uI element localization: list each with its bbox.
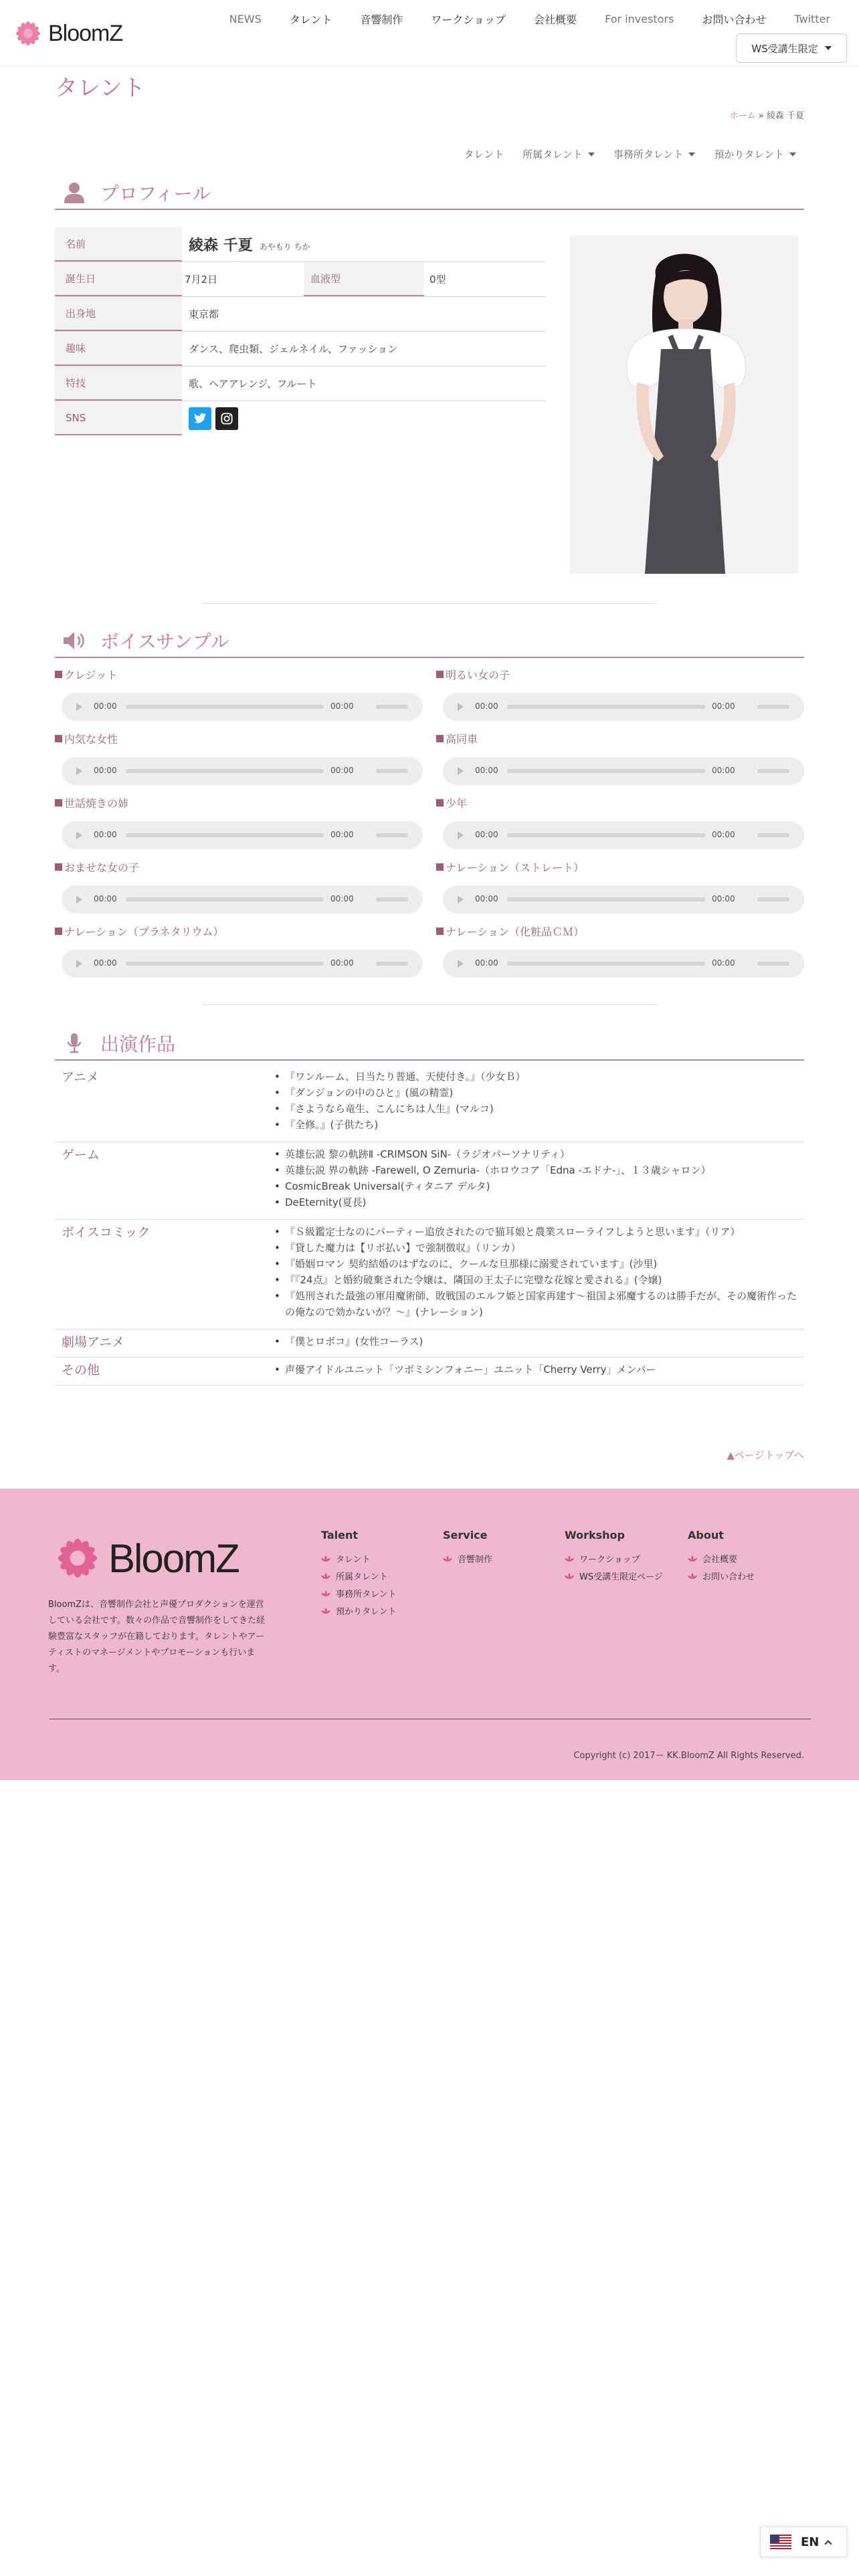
works-list xyxy=(55,1358,804,1382)
nav-talent[interactable]: タレント xyxy=(289,13,332,26)
logo-text: BloomZ xyxy=(48,20,123,46)
duration: 00:00 xyxy=(330,894,354,903)
audio-player[interactable] xyxy=(62,950,423,978)
lotus-logo-icon xyxy=(11,16,45,51)
voice-sample-title: クレジット xyxy=(64,668,118,681)
profile-row-birthplace xyxy=(55,297,546,332)
works-list xyxy=(55,1220,804,1324)
audio-player[interactable] xyxy=(443,885,804,914)
works-item: • 『ワンルーム、日当たり普通、天使付き。』（少女Ｂ） xyxy=(276,1069,804,1085)
works-item: • 『Ｓ級鑑定士なのにパーティー追放されたので猫耳娘と農業スローライフしようと思います』（リア） xyxy=(276,1224,804,1240)
works-section-label: 出演作品 xyxy=(100,1033,176,1055)
footer-description: BloomZは、音響制作会社と声優プロダクションを運営している会社です。数々の作品で音響制作をしてきた経験豊富なスタッフが在籍しております。タレントやアーティストのマネージメントやプロモーションも行います。 xyxy=(48,1600,265,1674)
volume-slider[interactable] xyxy=(376,897,408,901)
nav-twitter[interactable]: Twitter xyxy=(794,12,830,25)
volume-slider[interactable] xyxy=(376,705,408,709)
works-item: • 英雄伝説 黎の軌跡Ⅱ -CRIMSON SiN-（ラジオパーソナリティ） xyxy=(276,1146,804,1162)
square-bullet-icon xyxy=(436,735,444,742)
seek-bar[interactable] xyxy=(507,705,705,709)
works-list xyxy=(55,1142,804,1214)
works-list xyxy=(55,1065,804,1137)
talent-photo xyxy=(570,235,799,574)
play-icon[interactable] xyxy=(76,703,82,711)
volume-slider[interactable] xyxy=(757,705,789,709)
square-bullet-icon xyxy=(55,799,62,807)
copyright: Copyright (c) 2017ー KK.BloomZ All Rights Reserved. xyxy=(573,1751,804,1761)
voice-sample-title: 少年 xyxy=(446,796,468,810)
footer-link-label: タレント xyxy=(336,1554,371,1565)
main-nav xyxy=(215,7,844,31)
footer-link-label: WS受講生限定ページ xyxy=(579,1572,663,1582)
voice-sample xyxy=(436,666,804,730)
footer-link[interactable] xyxy=(688,1567,755,1584)
play-icon[interactable] xyxy=(458,895,464,903)
talent-name-kana: あやもり ちか xyxy=(259,242,310,251)
footer-link[interactable] xyxy=(321,1602,397,1619)
square-bullet-icon xyxy=(55,735,62,742)
duration: 00:00 xyxy=(330,702,354,711)
footer-link-label: お問い合わせ xyxy=(702,1572,755,1582)
play-icon[interactable] xyxy=(458,767,464,775)
instagram-icon[interactable] xyxy=(215,407,238,430)
audio-player[interactable] xyxy=(443,950,804,978)
birthplace-value: 東京都 xyxy=(189,308,219,320)
breadcrumb-current: 綾森 千夏 xyxy=(766,111,804,121)
works-item: • 『ダンジョンの中のひと』(風の精霊) xyxy=(276,1085,804,1101)
lotus-bullet-icon xyxy=(321,1555,330,1562)
works-item: • 『処刑された最強の軍用魔術師、敗戦国のエルフ姫と国家再建す〜祖国よ邪魔するのは勝手だが、その魔術作ったの俺なので効かないが？〜』(ナレーション) xyxy=(276,1288,804,1320)
current-time: 00:00 xyxy=(475,958,498,968)
lotus-bullet-icon xyxy=(688,1573,697,1579)
seek-bar[interactable] xyxy=(507,833,705,837)
play-icon[interactable] xyxy=(76,767,82,775)
works-table xyxy=(55,1065,804,1386)
lotus-bullet-icon xyxy=(321,1573,330,1579)
footer-link[interactable] xyxy=(321,1584,397,1602)
language-code: EN xyxy=(801,2535,820,2549)
footer-link[interactable] xyxy=(565,1549,663,1567)
play-icon[interactable] xyxy=(76,960,82,968)
footer-logo-text: BloomZ xyxy=(108,1535,239,1581)
talent-name: 綾森 千夏 xyxy=(189,237,253,254)
nav-investors[interactable]: For investors xyxy=(605,12,674,25)
volume-slider[interactable] xyxy=(376,962,408,966)
voice-sample xyxy=(55,794,423,859)
volume-slider[interactable] xyxy=(757,769,789,773)
hobby-value: ダンス、爬虫類、ジェルネイル、ファッション xyxy=(189,343,398,355)
footer-link[interactable] xyxy=(321,1567,397,1584)
name-label: 名前 xyxy=(55,227,182,261)
profile-row-name xyxy=(55,227,546,262)
duration: 00:00 xyxy=(712,766,735,775)
footer-column-talent xyxy=(321,1529,397,1619)
footer-link-label: 会社概要 xyxy=(702,1554,738,1565)
works-row-voice-comic xyxy=(55,1220,804,1329)
language-switcher[interactable] xyxy=(760,2527,847,2557)
volume-slider[interactable] xyxy=(376,769,408,773)
square-bullet-icon xyxy=(55,863,62,871)
voice-sample xyxy=(55,730,423,794)
works-item: • 『全修。』(子供たち) xyxy=(276,1117,804,1133)
page-title: タレント xyxy=(55,75,146,102)
subnav-talent-label: タレント xyxy=(464,148,504,160)
voice-sample-title: ナレーション（ストレート） xyxy=(446,861,585,874)
profile-section-title xyxy=(55,177,804,210)
voice-sample-title: 内気な女性 xyxy=(64,732,118,746)
footer-link[interactable] xyxy=(688,1549,755,1567)
section-divider xyxy=(202,603,657,604)
lotus-bullet-icon xyxy=(321,1608,330,1614)
square-bullet-icon xyxy=(436,671,444,678)
square-bullet-icon xyxy=(436,799,444,807)
voice-section-label: ボイスサンプル xyxy=(100,631,229,653)
profile-section-label: プロフィール xyxy=(100,183,211,205)
subnav-talent[interactable] xyxy=(454,147,513,161)
play-icon[interactable] xyxy=(458,703,464,711)
site-logo[interactable] xyxy=(11,16,122,51)
voice-sample xyxy=(55,923,423,987)
footer-logo[interactable] xyxy=(50,1530,239,1586)
profile-row-sns xyxy=(55,401,546,436)
footer-link[interactable] xyxy=(565,1567,663,1584)
nav-news[interactable]: NEWS xyxy=(229,12,262,25)
site-footer xyxy=(0,1489,859,1780)
footer-link-label: ワークショップ xyxy=(579,1554,640,1565)
voice-sample-title: ナレーション（プラネタリウム） xyxy=(64,925,224,938)
seek-bar[interactable] xyxy=(126,962,324,966)
subnav-affiliated-label: 所属タレント xyxy=(522,148,583,160)
current-time: 00:00 xyxy=(475,766,498,775)
works-list xyxy=(55,1329,804,1354)
voice-sample-title: 明るい女の子 xyxy=(446,668,510,681)
breadcrumb xyxy=(730,108,804,121)
duration: 00:00 xyxy=(712,830,735,839)
current-time: 00:00 xyxy=(475,830,498,839)
hobby-label: 趣味 xyxy=(55,332,182,366)
footer-link-label: 預かりタレント xyxy=(336,1606,397,1617)
footer-column-heading: About xyxy=(688,1529,724,1541)
lotus-bullet-icon xyxy=(321,1590,330,1596)
voice-sample-title: 世話焼きの姉 xyxy=(64,796,129,810)
works-row-other xyxy=(55,1358,804,1386)
footer-column-heading: Service xyxy=(443,1529,488,1541)
square-bullet-icon xyxy=(55,928,62,935)
skill-label: 特技 xyxy=(55,366,182,401)
voice-sample xyxy=(55,859,423,923)
nav-company[interactable]: 会社概要 xyxy=(534,13,577,26)
sns-label: SNS xyxy=(55,401,182,435)
birthday-label: 誕生日 xyxy=(55,262,182,296)
audio-player[interactable] xyxy=(62,757,423,785)
duration: 00:00 xyxy=(330,766,354,775)
nav-sound-production[interactable]: 音響制作 xyxy=(360,13,403,26)
works-item: • CosmicBreak Universal(ティタニア デルタ) xyxy=(276,1178,804,1194)
works-category: その他 xyxy=(62,1363,100,1378)
works-item: • 英雄伝説 界の軌跡 -Farewell, O Zemuria-（ホロウコア「Edna -エドナ-」、１３歳シャロン） xyxy=(276,1162,804,1178)
works-row-game xyxy=(55,1142,804,1220)
birthday-value: 7月2日 xyxy=(185,274,218,286)
footer-column-service xyxy=(443,1529,492,1567)
name-value xyxy=(189,227,310,261)
duration: 00:00 xyxy=(330,958,354,968)
current-time: 00:00 xyxy=(94,894,117,903)
works-item: • 『僕とロボコ』(女性コーラス) xyxy=(276,1333,804,1350)
footer-column-heading: Workshop xyxy=(565,1529,625,1541)
ws-members-dropdown[interactable] xyxy=(736,33,847,63)
profile-row-skill xyxy=(55,366,546,401)
seek-bar[interactable] xyxy=(507,769,705,773)
current-time: 00:00 xyxy=(94,958,117,968)
footer-link-label: 事務所タレント xyxy=(336,1589,397,1600)
nav-workshop[interactable]: ワークショップ xyxy=(431,13,506,26)
square-bullet-icon xyxy=(436,863,444,871)
current-time: 00:00 xyxy=(94,830,117,839)
breadcrumb-home[interactable]: ホーム xyxy=(729,111,756,121)
play-icon[interactable] xyxy=(76,831,82,839)
footer-link-label: 音響制作 xyxy=(458,1554,493,1565)
page-top-link[interactable]: ▲ページトップへ xyxy=(727,1449,804,1461)
chevron-down-icon xyxy=(825,46,832,50)
lotus-bullet-icon xyxy=(688,1555,697,1562)
audio-player[interactable] xyxy=(62,821,423,849)
duration: 00:00 xyxy=(330,830,354,839)
footer-column-about xyxy=(688,1529,755,1584)
play-icon[interactable] xyxy=(458,960,464,968)
current-time: 00:00 xyxy=(475,702,498,711)
talent-photo-image xyxy=(570,235,799,574)
blood-type-label: 血液型 xyxy=(304,262,424,296)
lotus-bullet-icon xyxy=(443,1555,452,1562)
voice-sample-title: 高同車 xyxy=(446,732,478,746)
duration: 00:00 xyxy=(712,958,735,968)
volume-slider[interactable] xyxy=(757,962,789,966)
chevron-down-icon xyxy=(588,152,595,156)
nav-contact[interactable]: お問い合わせ xyxy=(702,13,767,26)
volume-slider[interactable] xyxy=(376,833,408,837)
skill-value: 歌、ヘアアレンジ、フルート xyxy=(189,378,317,390)
lotus-logo-icon xyxy=(50,1530,106,1586)
volume-slider[interactable] xyxy=(757,833,789,837)
voice-sample-title: ナレーション（化粧品ＣＭ） xyxy=(446,925,585,938)
profile-row-hobby xyxy=(55,332,546,366)
audio-player[interactable] xyxy=(62,693,423,721)
seek-bar[interactable] xyxy=(126,769,324,773)
volume-slider[interactable] xyxy=(757,897,789,901)
footer-column-workshop xyxy=(565,1529,663,1584)
footer-column-heading: Talent xyxy=(321,1529,359,1541)
works-row-anime xyxy=(55,1065,804,1142)
audio-player[interactable] xyxy=(443,757,804,785)
chevron-up-icon xyxy=(825,2540,832,2547)
seek-bar[interactable] xyxy=(126,705,324,709)
seek-bar[interactable] xyxy=(507,897,705,901)
current-time: 00:00 xyxy=(94,702,117,711)
voice-sample xyxy=(436,730,804,794)
subnav-office[interactable] xyxy=(604,147,705,161)
works-item: • 『婚姻ロマン 契約結婚のはずなのに、クールな旦那様に溺愛されています』(沙里) xyxy=(276,1256,804,1272)
seek-bar[interactable] xyxy=(507,962,705,966)
voice-section-title xyxy=(55,625,804,658)
sns-links xyxy=(189,401,242,435)
play-icon[interactable] xyxy=(458,831,464,839)
speaker-icon xyxy=(62,629,87,652)
duration: 00:00 xyxy=(712,894,735,903)
chevron-down-icon xyxy=(789,152,796,156)
lotus-bullet-icon xyxy=(565,1555,574,1562)
subnav-office-label: 事務所タレント xyxy=(613,148,684,160)
site-header xyxy=(0,0,859,67)
seek-bar[interactable] xyxy=(126,897,324,901)
audio-player[interactable] xyxy=(443,693,804,721)
square-bullet-icon xyxy=(55,671,62,678)
voice-sample xyxy=(436,794,804,859)
seek-bar[interactable] xyxy=(126,833,324,837)
audio-player[interactable] xyxy=(62,885,423,914)
chevron-down-icon xyxy=(688,152,695,156)
section-divider xyxy=(202,1004,657,1005)
works-item: • DeEternity(夏長) xyxy=(276,1194,804,1210)
breadcrumb-separator: » xyxy=(755,111,767,121)
play-icon[interactable] xyxy=(76,895,82,903)
duration: 00:00 xyxy=(712,702,735,711)
talent-subnav xyxy=(454,147,805,161)
works-category: ボイスコミック xyxy=(62,1225,151,1240)
voice-sample xyxy=(55,666,423,730)
works-category: アニメ xyxy=(62,1070,100,1085)
current-time: 00:00 xyxy=(94,766,117,775)
blood-type-value: 0型 xyxy=(430,274,446,286)
works-category: 劇場アニメ xyxy=(62,1335,125,1350)
us-flag-icon xyxy=(770,2535,791,2549)
microphone-icon xyxy=(62,1032,87,1055)
subnav-affiliated[interactable] xyxy=(513,147,604,161)
works-item: • 『『24点』と婚約破棄された令嬢は、隣国の王太子に完璧な花嫁と愛される』(令嬢) xyxy=(276,1272,804,1288)
voice-sample xyxy=(436,923,804,987)
works-category: ゲーム xyxy=(62,1148,100,1162)
twitter-icon[interactable] xyxy=(189,407,211,430)
voice-sample xyxy=(436,859,804,923)
lotus-bullet-icon xyxy=(565,1573,574,1579)
subnav-custody-label: 預かりタレント xyxy=(714,148,784,160)
current-time: 00:00 xyxy=(475,894,498,903)
works-item: • 『貸した魔力は【リボ払い】で強制徴収』（リンカ） xyxy=(276,1240,804,1256)
profile-row-birthday xyxy=(55,262,546,297)
birthplace-label: 出身地 xyxy=(55,297,182,331)
voice-sample-title: おませな女の子 xyxy=(64,861,140,874)
footer-link-label: 所属タレント xyxy=(336,1572,388,1582)
user-icon xyxy=(62,181,87,204)
subnav-custody[interactable] xyxy=(704,147,805,161)
works-row-theatrical-anime xyxy=(55,1329,804,1358)
audio-player[interactable] xyxy=(443,821,804,849)
footer-link[interactable] xyxy=(321,1549,397,1567)
works-section-title xyxy=(55,1027,804,1061)
footer-link[interactable] xyxy=(443,1549,492,1567)
works-item: • 声優アイドルユニット「ツボミシンフォニー」ユニット「Cherry Verry」メンバー xyxy=(276,1362,804,1378)
works-item: • 『さようなら竜生、こんにちは人生』(マルコ) xyxy=(276,1101,804,1117)
square-bullet-icon xyxy=(436,928,444,935)
profile-table xyxy=(55,227,546,436)
ws-members-label: WS受講生限定 xyxy=(751,42,818,55)
